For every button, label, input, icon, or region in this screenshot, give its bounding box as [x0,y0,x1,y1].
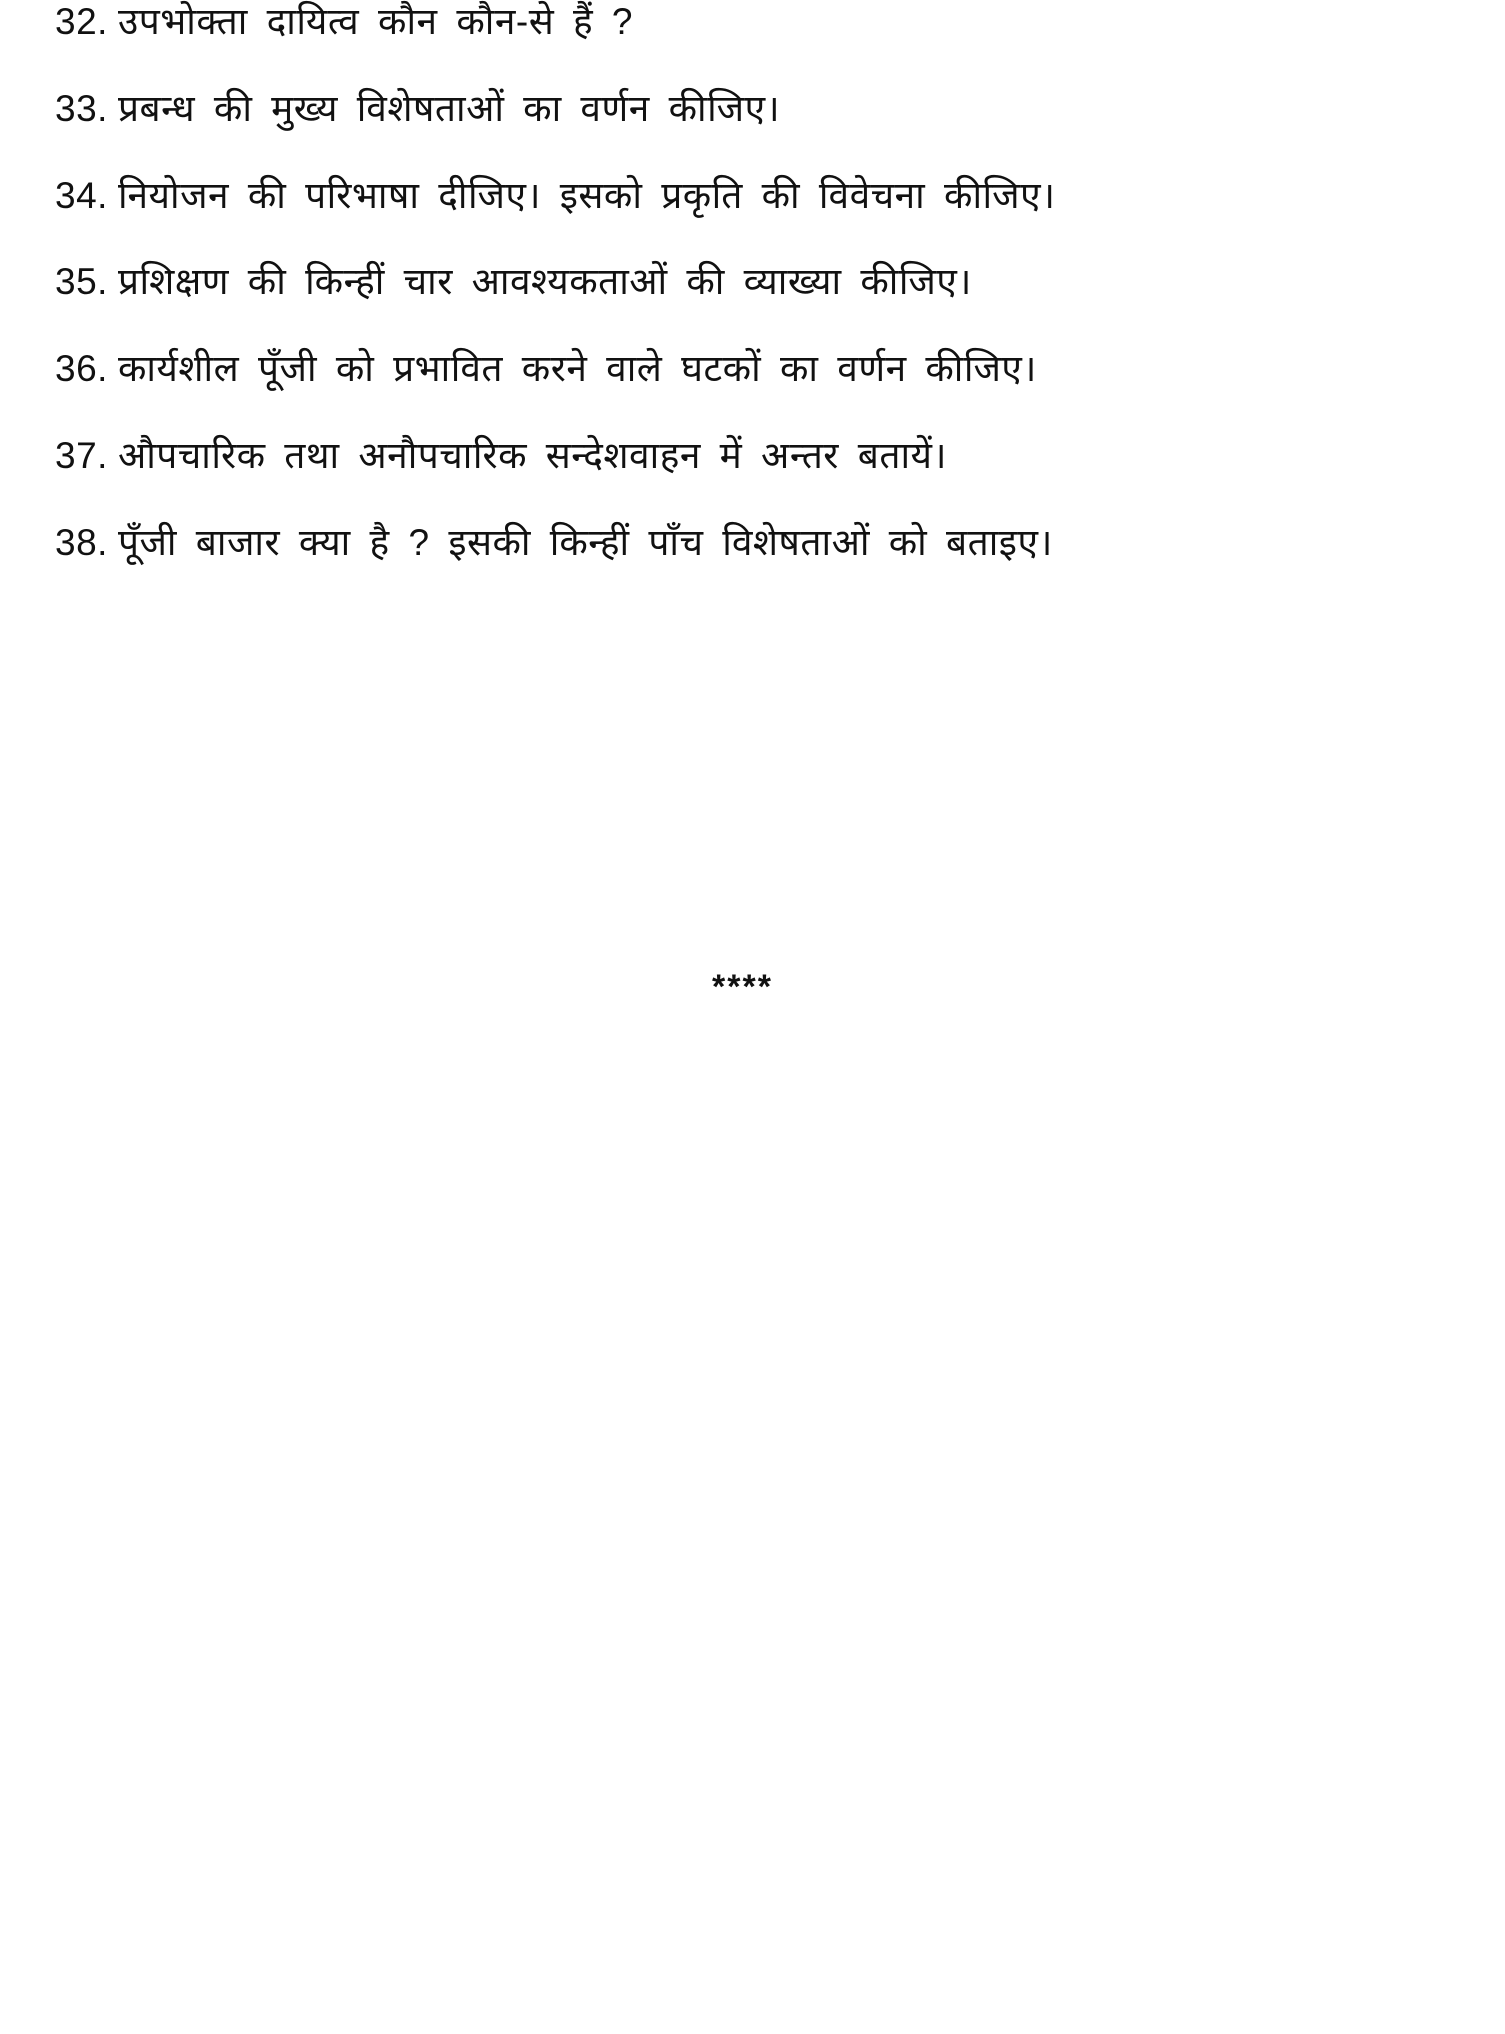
question-text: नियोजन की परिभाषा दीजिए। इसको प्रकृति की विवेचना कीजिए। [117,175,1056,216]
question-34 [55,174,1056,218]
question-text: उपभोक्ता दायित्व कौन कौन-से हैं ? [117,1,634,42]
question-number: 38. [55,522,108,563]
question-32 [55,0,633,44]
question-33 [55,87,780,131]
question-38 [55,521,1053,565]
question-36 [55,347,1037,391]
question-35 [55,260,972,304]
question-number: 35. [55,261,108,302]
question-text: प्रबन्ध की मुख्य विशेषताओं का वर्णन कीजिए। [117,88,781,129]
question-37 [55,434,947,478]
question-text: कार्यशील पूँजी को प्रभावित करने वाले घटकों का वर्णन कीजिए। [117,348,1037,389]
question-text: पूँजी बाजार क्या है ? इसकी किन्हीं पाँच विशेषताओं को बताइए। [117,522,1053,563]
end-marker: **** [712,968,773,1006]
question-number: 37. [55,435,108,476]
question-number: 33. [55,88,108,129]
question-number: 34. [55,175,108,216]
question-text: प्रशिक्षण की किन्हीं चार आवश्यकताओं की व्याख्या कीजिए। [117,261,972,302]
question-number: 32. [55,1,108,42]
question-number: 36. [55,348,108,389]
question-text: औपचारिक तथा अनौपचारिक सन्देशवाहन में अन्तर बतायें। [117,435,948,476]
